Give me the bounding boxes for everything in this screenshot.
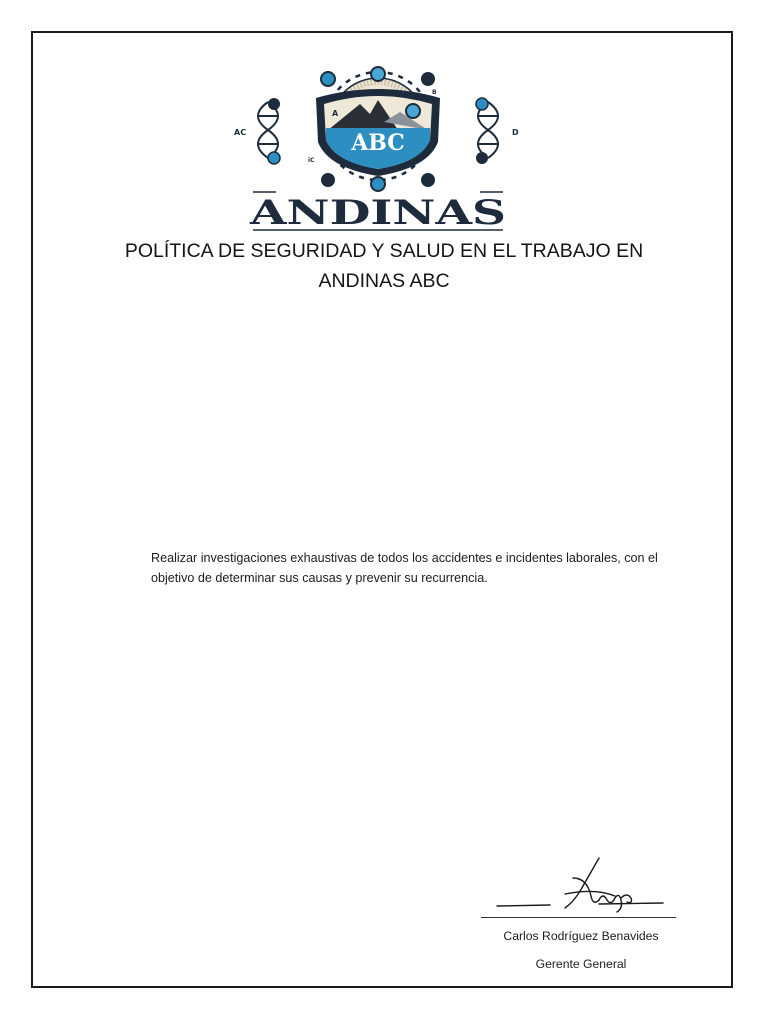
andinas-logo — [228, 64, 528, 236]
logo-right-letter: D — [512, 128, 519, 137]
signer-role: Gerente General — [535, 957, 627, 971]
title-line-2: ANDINAS ABC — [318, 270, 450, 292]
logo-letter-a: A — [332, 109, 339, 118]
handwritten-signature — [495, 856, 670, 916]
logo-letter-c: iC — [308, 157, 315, 164]
signer-name: Carlos Rodríguez Benavides — [503, 929, 659, 943]
page-title — [100, 236, 668, 296]
logo-wordmark: ANDINAS — [248, 193, 506, 233]
title-line-1: POLÍTICA DE SEGURIDAD Y SALUD EN EL TRABAJO EN — [124, 240, 644, 262]
policy-text: Realizar investigaciones exhaustivas de todos los accidentes e incidentes laborales, con el objetivo de determinar sus causas y prevenir su recurrencia. — [151, 551, 658, 585]
logo-badge-text: ABC — [351, 130, 405, 156]
signature-line — [481, 917, 676, 918]
logo-letter-b: B — [432, 89, 437, 96]
logo-left-letters: AC — [234, 128, 247, 137]
